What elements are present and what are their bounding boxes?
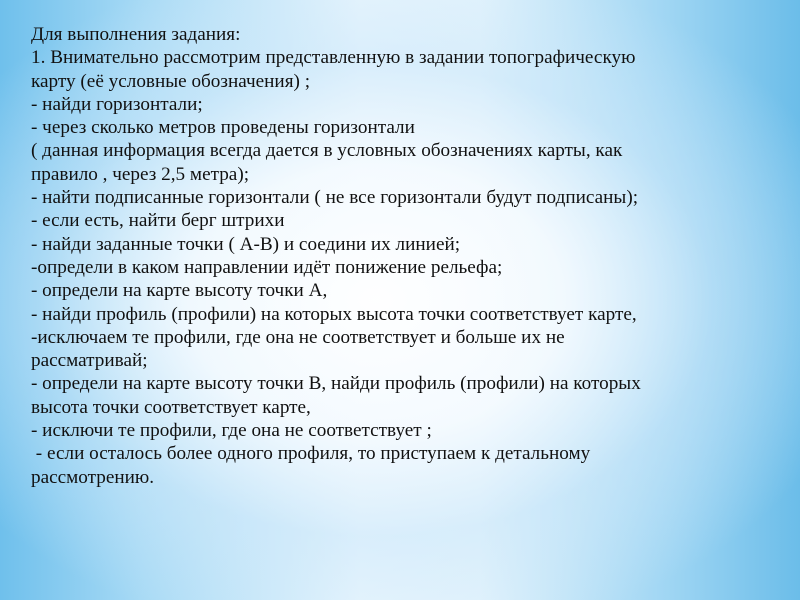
text-line-5: - через сколько метров проведены горизонтали xyxy=(31,117,415,139)
text-line-16: - определи на карте высоту точки В, найди профиль (профили) на которых xyxy=(31,373,641,395)
text-line-19: - если осталось более одного профиля, то приступаем к детальному xyxy=(31,443,591,465)
text-line-15: рассматривай; xyxy=(31,350,148,372)
text-line-18: - исключи те профили, где она не соответствует ; xyxy=(31,420,432,442)
text-line-4: - найди горизонтали; xyxy=(31,93,203,115)
text-line-9: - если есть, найти берг штрихи xyxy=(31,210,285,232)
text-line-2: 1. Внимательно рассмотрим представленную в задании топографическую xyxy=(31,47,636,69)
text-line-6: ( данная информация всегда дается в условных обозначениях карты, как xyxy=(31,140,623,162)
text-line-20: рассмотрению. xyxy=(31,466,155,488)
slide-text-body xyxy=(31,23,776,489)
text-line-1: Для выполнения задания: xyxy=(31,24,241,45)
text-line-14: -исключаем те профили, где она не соответствует и больше их не xyxy=(31,326,565,348)
text-line-11: -определи в каком направлении идёт понижение рельефа; xyxy=(31,256,503,278)
text-line-8: - найти подписанные горизонтали ( не все горизонтали будут подписаны); xyxy=(31,187,639,209)
text-line-3: карту (её условные обозначения) ; xyxy=(31,70,311,92)
text-line-13: - найди профиль (профили) на которых высота точки соответствует карте, xyxy=(31,303,637,325)
text-line-7: правило , через 2,5 метра); xyxy=(31,163,250,185)
text-line-12: - определи на карте высоту точки А, xyxy=(31,280,328,302)
text-line-17: высота точки соответствует карте, xyxy=(31,396,311,418)
text-line-10: - найди заданные точки ( А-В) и соедини их линией; xyxy=(31,233,461,255)
